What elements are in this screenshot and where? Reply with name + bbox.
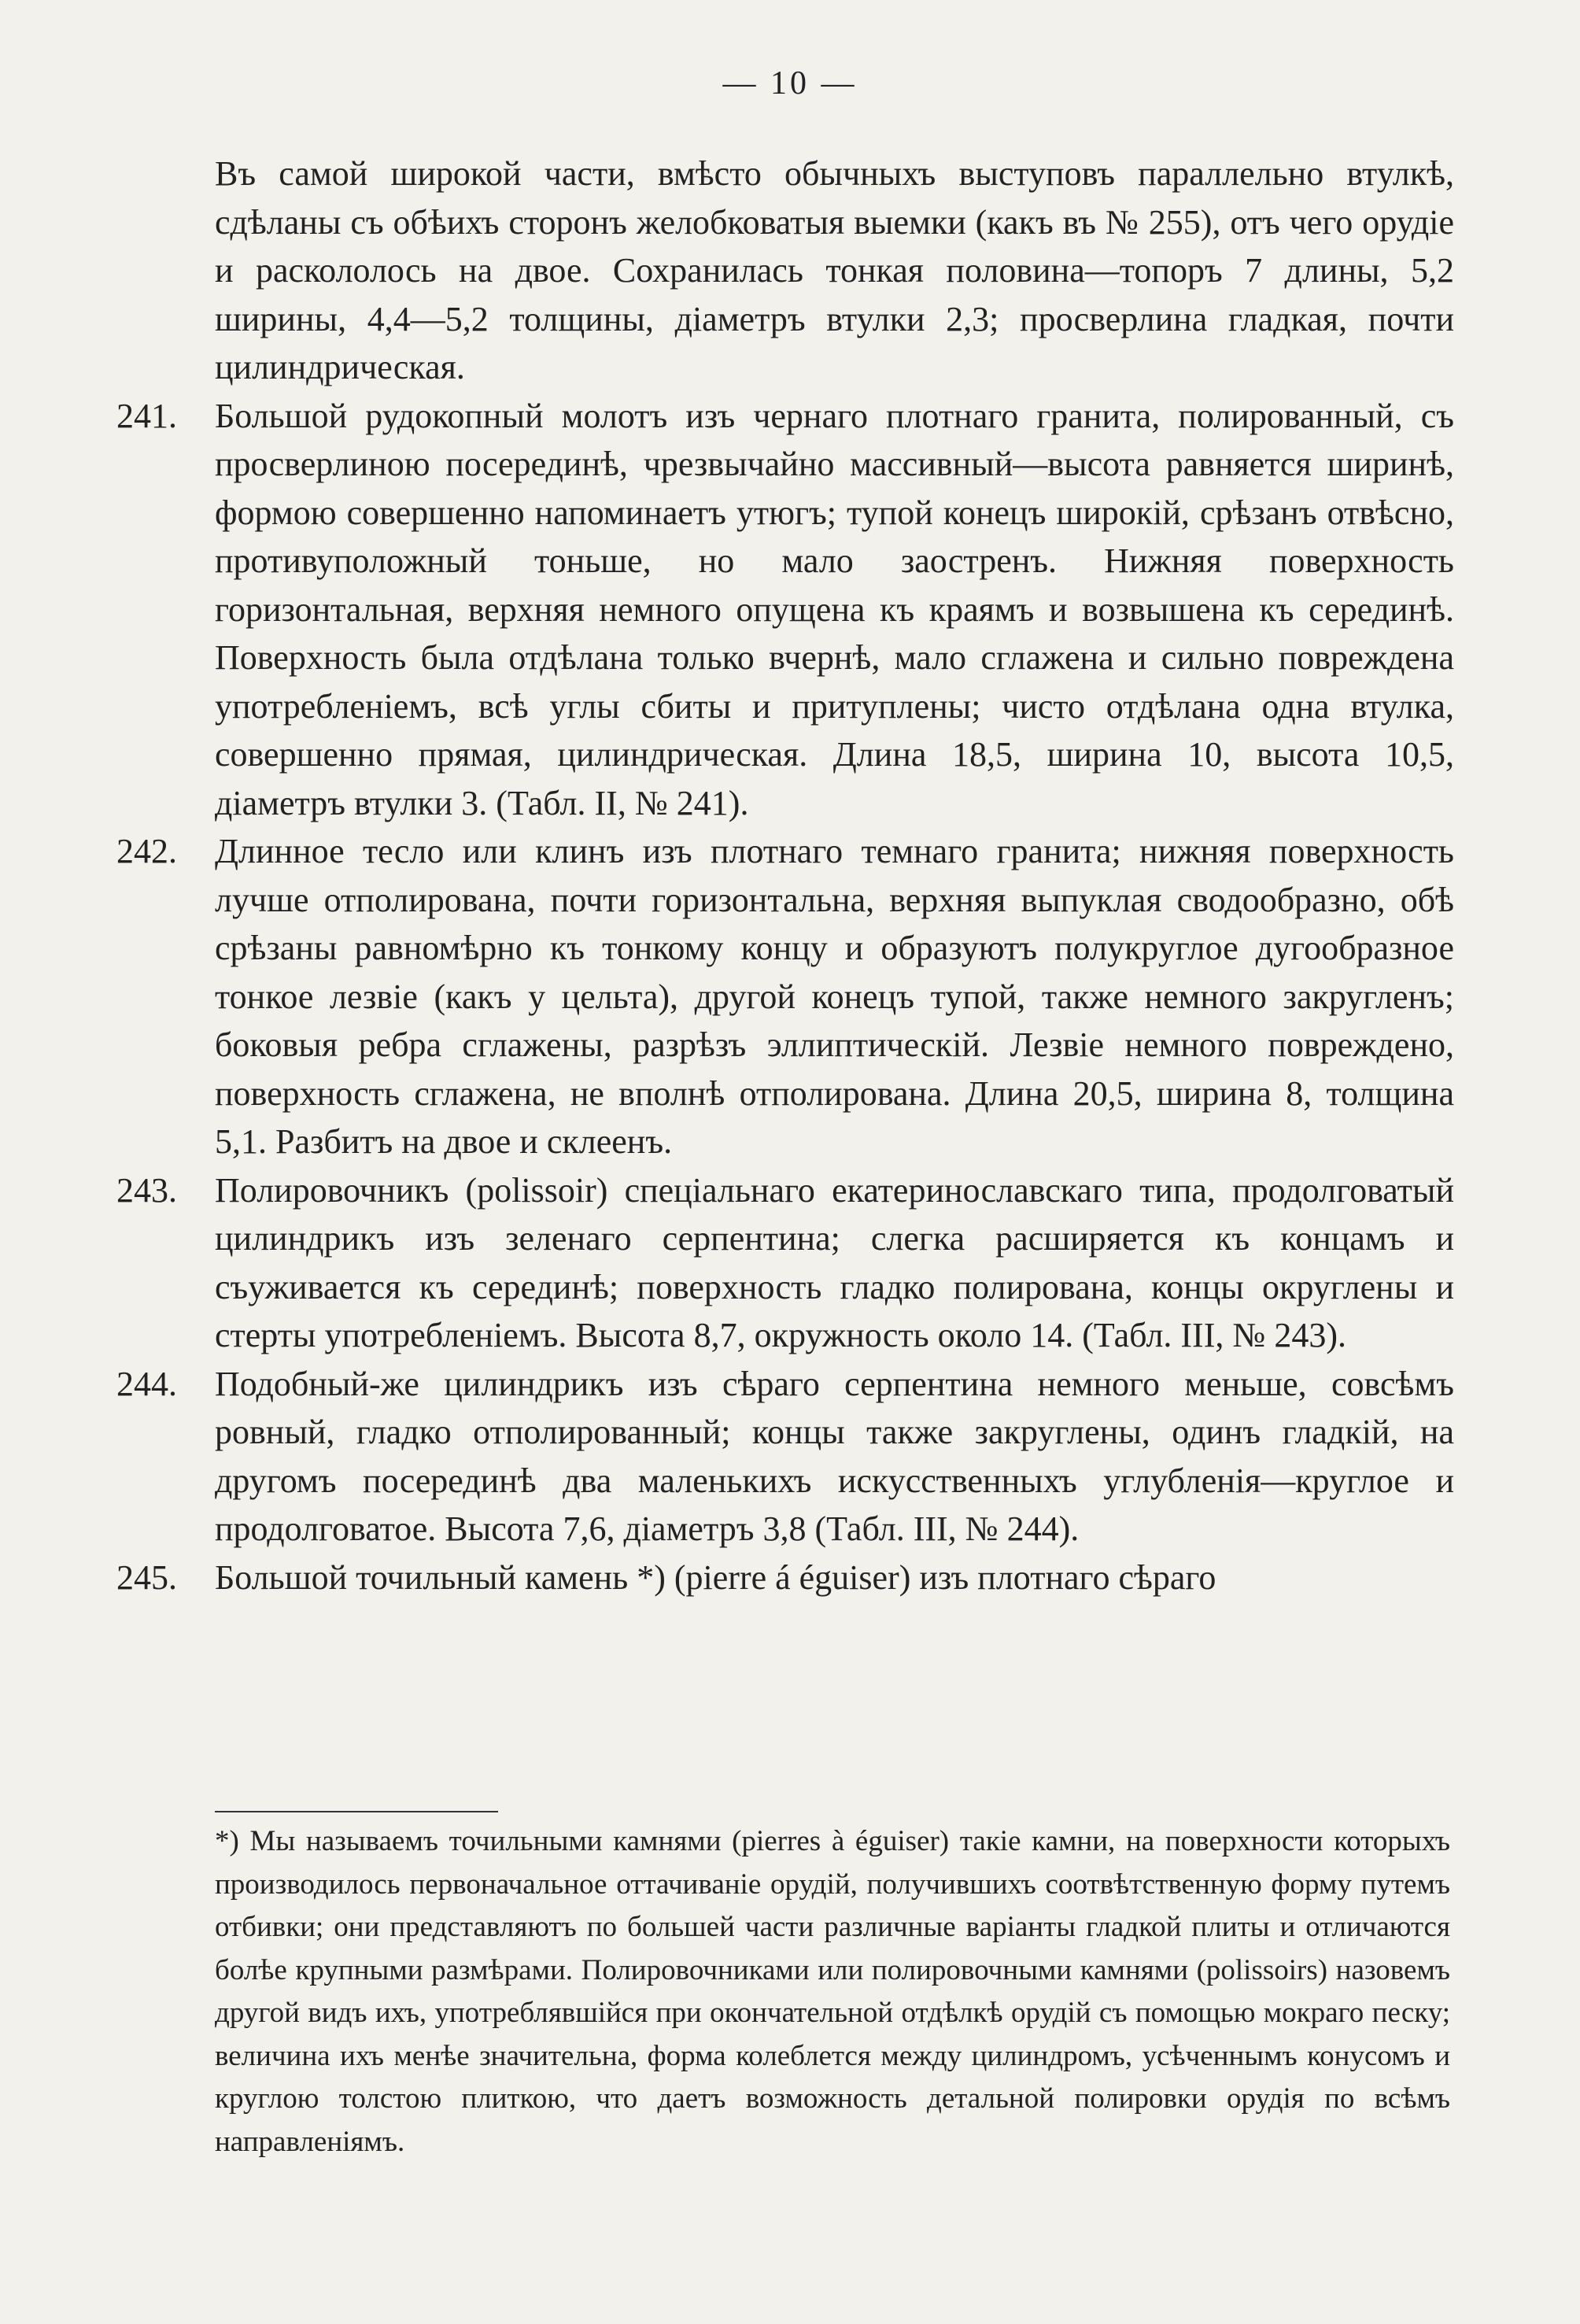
entry-245 (116, 1554, 1454, 1602)
entry-text: Большой рудокопный молотъ изъ чернаго плотнаго гранита, полированный, съ просверлиною посерединѣ, чрезвычайно массивный—высота равняется ширинѣ, формою совершенно напоминаетъ утюгъ; тупой конецъ широкій, срѣзанъ отвѣсно, противуположный тоньше, но мало заостренъ. Нижняя поверхность горизонтальная, верхняя немного опущена къ краямъ и возвышена къ серединѣ. Поверхность была отдѣлана только вчернѣ, мало сглажена и сильно повреждена употребленіемъ, всѣ углы сбиты и притуплены; чисто отдѣлана одна втулка, совершенно прямая, цилиндрическая. Длина 18,5, ширина 10, высота 10,5, діаметръ втулки 3. (Табл. II, № 241). (215, 396, 1454, 822)
entry-number: 244. (116, 1364, 177, 1403)
entry-number: 242. (116, 832, 177, 870)
footnote (116, 1820, 1450, 2163)
entry-243 (116, 1166, 1454, 1360)
entry-continuation (116, 150, 1454, 392)
entry-text: Подобный-же цилиндрикъ изъ сѣраго серпентина немного меньше, совсѣмъ ровный, гладко отполированный; концы также закруглены, одинъ гладкій, на другомъ посерединѣ два маленькихъ искусственныхъ углубленія—круглое и продолговатое. Высота 7,6, діаметръ 3,8 (Табл. III, № 244). (215, 1364, 1454, 1548)
entry-text: Большой точильный камень *) (pierre á éguiser) изъ плотнаго сѣраго (215, 1557, 1216, 1597)
footnote-divider (215, 1811, 498, 1812)
main-text (116, 150, 1454, 1602)
entry-number: 245. (116, 1557, 177, 1597)
entry-text: Длинное тесло или клинъ изъ плотнаго темнаго гранита; нижняя поверхность лучше отполирована, почти горизонтальна, верхняя выпуклая сводообразно, обѣ срѣзаны равномѣрно къ тонкому концу и образуютъ полукруглое дугообразное тонкое лезвіе (какъ у цельта), другой конецъ тупой, также немного закругленъ; боковыя ребра сглажены, разрѣзъ эллиптическій. Лезвіе немного повреждено, поверхность сглажена, не вполнѣ отполирована. Длина 20,5, ширина 8, толщина 5,1. Разбитъ на двое и склеенъ. (215, 832, 1454, 1161)
footnote-text: *) Мы называемъ точильными камнями (pierres à éguiser) такіе камни, на поверхности которыхъ производилось первоначальное оттачиваніе орудій, получившихъ соотвѣтственную форму путемъ отбивки; они представляютъ по большей части различные варіанты гладкой плиты и отличаются болѣе крупными размѣрами. Полировочниками или полировочными камнями (polissoirs) назовемъ другой видъ ихъ, употреблявшійся при окончательной отдѣлкѣ орудій съ помощью мокраго песку; величина ихъ менѣе значительна, форма колеблется между цилиндромъ, усѣченнымъ конусомъ и круглою толстою плиткою, что даетъ возможность детальной полировки орудія по всѣмъ направленіямъ. (215, 1825, 1450, 2158)
entry-text: Полировочникъ (polissoir) спеціальнаго екатеринославскаго типа, продолговатый цилиндрикъ изъ зеленаго серпентина; слегка расширяется къ концамъ и съуживается къ серединѣ; поверхность гладко полирована, концы округлены и стерты употребленіемъ. Высота 8,7, окружность около 14. (Табл. III, № 243). (215, 1170, 1454, 1354)
entry-241 (116, 392, 1454, 828)
page-number: — 10 — (722, 65, 858, 102)
entry-number: 241. (116, 396, 177, 435)
entry-244 (116, 1360, 1454, 1554)
entry-242 (116, 827, 1454, 1166)
entry-text: Въ самой широкой части, вмѣсто обычныхъ выступовъ параллельно втулкѣ, сдѣланы съ обѣихъ сторонъ желобковатыя выемки (какъ въ № 255), отъ чего орудіе и раскололось на двое. Сохранилась тонкая половина—топоръ 7 длины, 5,2 ширины, 4,4—5,2 толщины, діаметръ втулки 2,3; просверлина гладкая, почти цилиндрическая. (215, 154, 1454, 386)
entry-number: 243. (116, 1170, 177, 1210)
